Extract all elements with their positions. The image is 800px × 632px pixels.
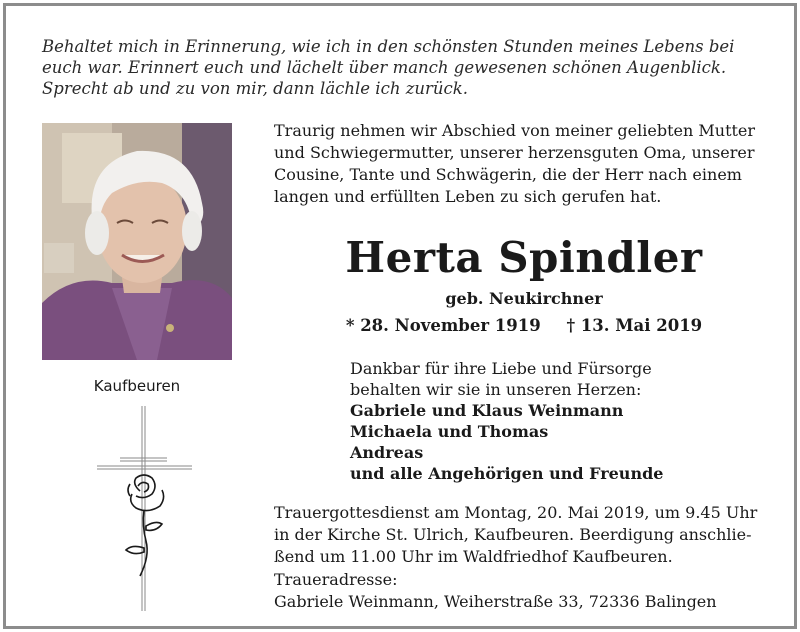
announcement-line: langen und erfüllten Leben zu sich gerufen hat. (274, 187, 662, 206)
mourner-name: und alle Angehörigen und Freunde (350, 464, 664, 483)
birth-name: geb. Neukirchner (445, 289, 603, 308)
memorial-quote (42, 36, 772, 99)
announcement-line: Traurig nehmen wir Abschied von meiner geliebten Mutter (274, 121, 756, 140)
quote-line: Sprecht ab und zu von mir, dann lächle ich zurück. (42, 79, 469, 98)
mourners-block (350, 358, 770, 484)
mourner-name: Michaela und Thomas (350, 422, 549, 441)
announcement-line: Cousine, Tante und Schwägerin, die der Herr nach einem (274, 165, 742, 184)
cross-icon (92, 406, 192, 616)
service-line: in der Kirche St. Ulrich, Kaufbeuren. Beerdigung anschlie- (274, 525, 752, 544)
mourners-intro-line: behalten wir sie in unseren Herzen: (350, 380, 642, 399)
life-dates (274, 316, 774, 335)
portrait-image (42, 123, 232, 360)
portrait-photo (42, 123, 232, 360)
address-label: Traueradresse: (274, 570, 398, 589)
obituary-frame (3, 3, 797, 629)
funeral-service-info (274, 502, 774, 568)
announcement-line: und Schwiegermutter, unserer herzensguten Oma, unserer (274, 143, 755, 162)
deceased-name: Herta Spindler (345, 233, 703, 282)
address-value: Gabriele Weinmann, Weiherstraße 33, 72336 Balingen (274, 592, 717, 611)
service-line: ßend um 11.00 Uhr im Waldfriedhof Kaufbeuren. (274, 547, 673, 566)
quote-line: euch war. Erinnert euch und lächelt über manch gewesenen schönen Augenblick. (42, 58, 727, 77)
service-line: Trauergottesdienst am Montag, 20. Mai 2019, um 9.45 Uhr (274, 503, 758, 522)
death-date: † 13. Mai 2019 (566, 316, 703, 335)
quote-line: Behaltet mich in Erinnerung, wie ich in den schönsten Stunden meines Lebens bei (42, 37, 735, 56)
location-label: Kaufbeuren (93, 377, 181, 395)
mourners-intro-line: Dankbar für ihre Liebe und Fürsorge (350, 359, 652, 378)
mourner-name: Andreas (350, 443, 424, 462)
mourner-name: Gabriele und Klaus Weinmann (350, 401, 624, 420)
announcement-text (274, 120, 774, 208)
mourning-address (274, 569, 774, 613)
birth-date: * 28. November 1919 (345, 316, 541, 335)
